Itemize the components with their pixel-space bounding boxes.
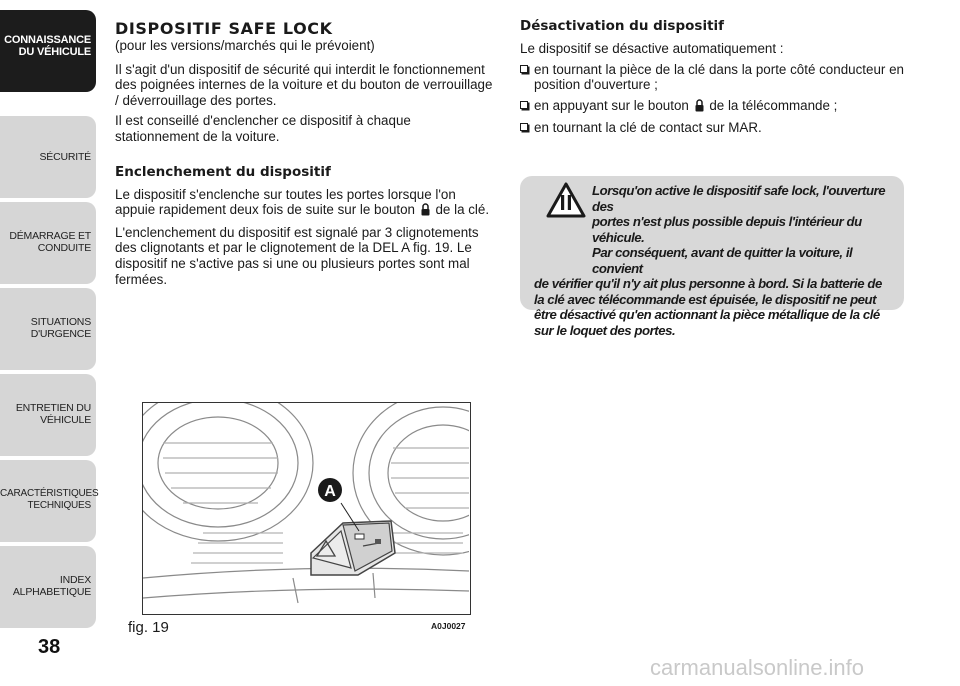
marker-a-label [318,478,342,502]
bullet-list [520,62,910,136]
lock-switch-panel [311,503,395,575]
figure-19-illustration [142,402,471,615]
paragraph-text: de la clé. [435,202,490,218]
warning-box [520,176,904,338]
tab-entretien-du-vehicule[interactable] [0,374,96,456]
tab-caracteristiques-techniques[interactable] [0,460,99,542]
tab-label-line: DU VÉHICULE [18,46,91,58]
subtitle: (pour les versions/marchés qui le prévoient) [115,38,375,53]
tab-label-line: TECHNIQUES [27,500,91,511]
tab-label-line: CONNAISSANCE [4,34,91,46]
tab-index-alphabetique[interactable] [0,546,96,628]
warning-line: Lorsqu'on active le dispositif safe lock, l'ouverture des [592,183,886,214]
tab-label-line: SITUATIONS [30,316,91,328]
list-item [520,120,910,136]
tab-label-line: CARACTÉRISTIQUES [0,488,99,499]
tab-demarrage-et-conduite[interactable] [0,202,96,284]
right-column [520,18,910,141]
tab-connaissance-du-vehicule[interactable] [0,10,96,92]
paragraph: Le dispositif se désactive automatiquement : [520,41,784,56]
page-number: 38 [38,636,61,658]
warning-line: Par conséquent, avant de quitter la voiture, il convient [592,245,853,276]
tab-label-line: DÉMARRAGE ET [9,230,91,242]
list-item [520,62,910,93]
section-title: Désactivation du dispositif [520,18,725,34]
figure-caption: fig. 19 [128,619,169,636]
checkbox-bullet-icon [520,123,528,131]
tab-label-line: ENTRETIEN DU [15,402,91,414]
checkbox-bullet-icon [520,101,528,109]
dashboard-illustration [143,403,469,613]
lock-icon [421,203,430,220]
svg-text:A: A [324,483,336,500]
lock-icon [695,99,704,116]
tab-label-line: INDEX [59,574,91,586]
paragraph-text: Le dispositif s'enclenche sur toutes les portes lorsque l'on appuie rapidement deux fois de suite sur le bouton [115,186,456,218]
watermark: carmanualsonline.info [650,655,865,680]
list-item-text: en tournant la pièce de la clé dans la porte côté conducteur en position d'ouverture ; [534,61,904,93]
left-column [115,18,493,292]
list-item-text: de la télécommande ; [709,97,838,113]
warning-text [534,183,892,338]
chapter-sidebar [0,0,100,686]
tab-situations-d-urgence[interactable] [0,288,96,370]
section-title: Enclenchement du dispositif [115,163,331,180]
list-item [520,98,910,116]
warning-line: portes n'est plus possible depuis l'intérieur du véhicule. [592,214,862,245]
paragraph: Il est conseillé d'enclencher ce dispositif à chaque stationnement de la voiture. [115,113,411,144]
list-item-text: en tournant la clé de contact sur MAR. [534,120,762,136]
checkbox-bullet-icon [520,65,528,73]
page-title: DISPOSITIF SAFE LOCK [115,19,333,38]
tab-label-line: D'URGENCE [30,328,91,340]
spacer [115,150,493,164]
figure-code: A0J0027 [431,621,466,631]
tab-label-line: CONDUITE [37,242,91,254]
warning-line: de vérifier qu'il n'y ait plus personne à bord. Si la batterie de la clé avec télécommande est épuisée, le dispositif ne peut être désactivé qu'en actionnant la pièce métallique de la clé sur le loquet des portes. [534,276,882,338]
tab-label-line: VÉHICULE [40,414,91,426]
tab-label-line: SÉCURITÉ [39,151,91,163]
paragraph: L'enclenchement du dispositif est signalé par 3 clignotements des clignotants et par le clignotement de la DEL A fig. 19. Le dispositif ne s'active pas si une ou plusieurs portes sont mal fermées. [115,224,479,287]
tab-label-line: ALPHABETIQUE [12,586,91,598]
paragraph [115,187,493,220]
list-item-text: en appuyant sur le bouton [534,97,689,113]
tab-securite[interactable] [0,116,96,198]
warning-triangle-icon [546,182,586,223]
paragraph: Il s'agit d'un dispositif de sécurité qui interdit le fonctionnement des poignées internes de la voiture et du bouton de verrouillage / déverrouillage des portes. [115,61,493,108]
